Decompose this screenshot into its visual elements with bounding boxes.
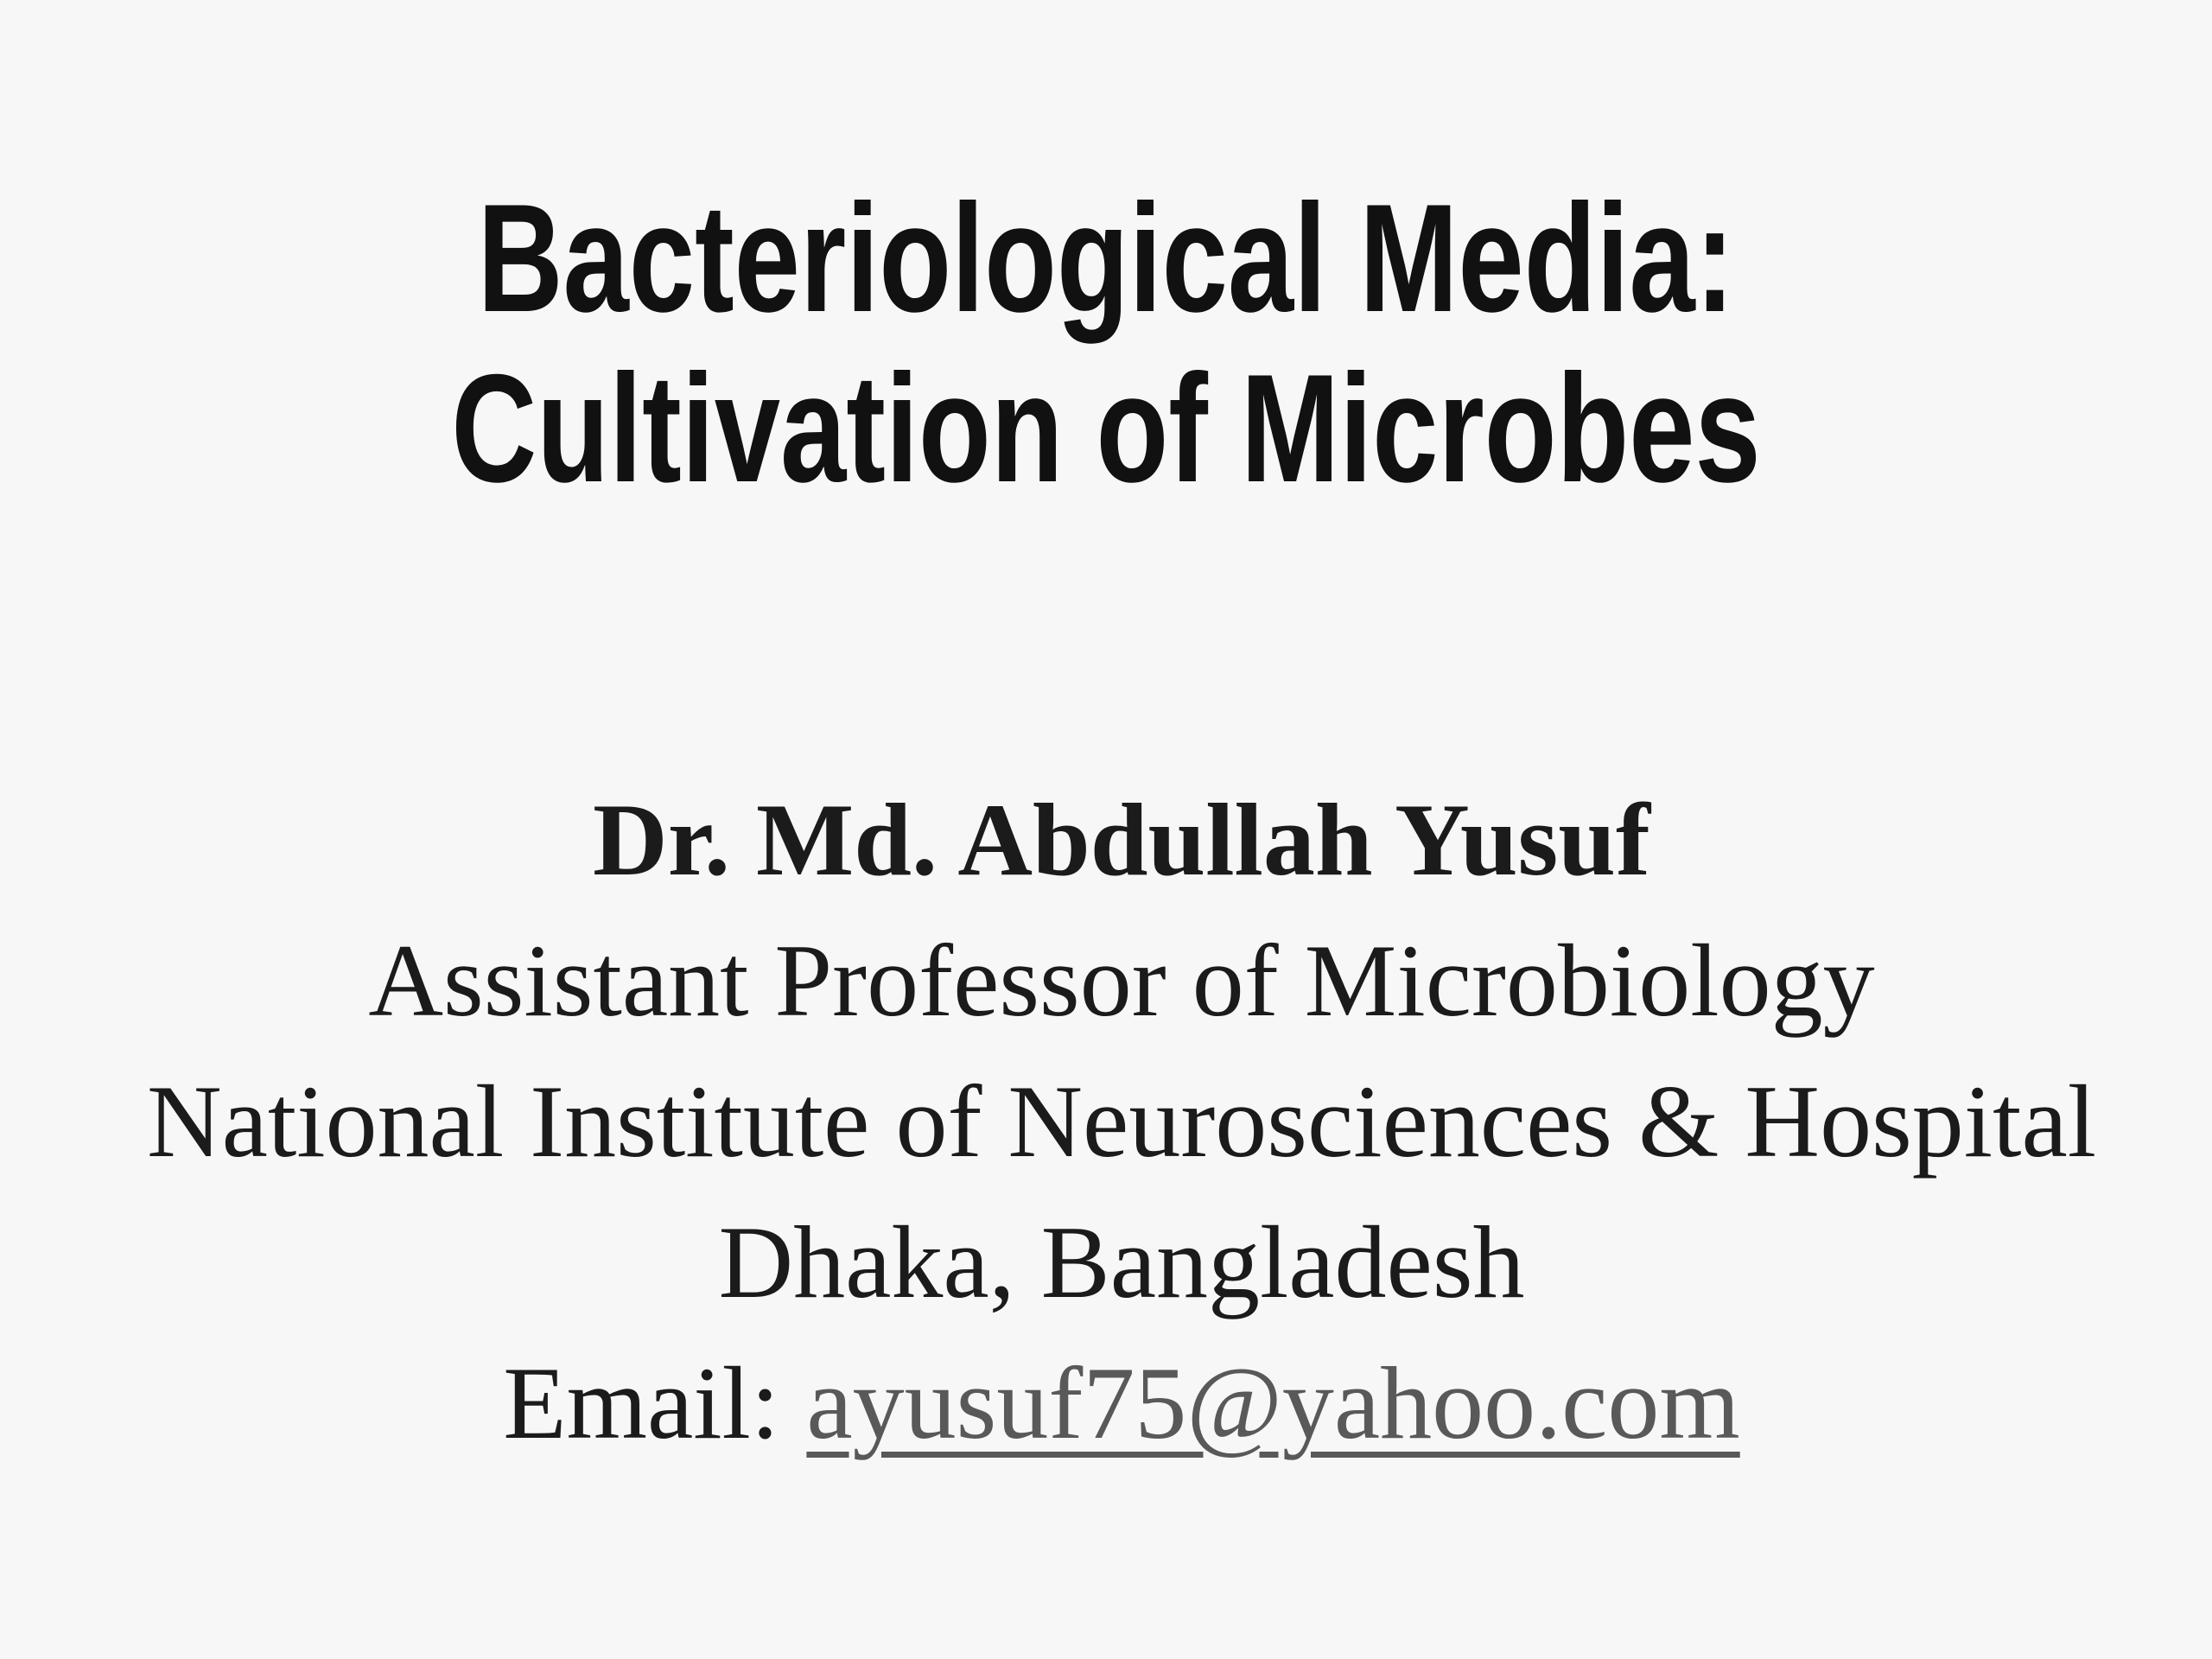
author-name: Dr. Md. Abdullah Yusuf xyxy=(593,782,1650,897)
slide-title-line1: Bacteriological Media: xyxy=(477,172,1735,344)
slide-title-line2: Cultivation of Microbes xyxy=(451,342,1761,514)
email-link[interactable]: ayusuf75@yahoo.com xyxy=(806,1345,1740,1460)
email-label: Email: xyxy=(503,1345,780,1460)
email-line xyxy=(31,1332,2212,1473)
author-block xyxy=(0,769,2212,1473)
slide-title xyxy=(254,173,1957,513)
author-location: Dhaka, Bangladesh xyxy=(718,1205,1525,1319)
author-institution: National Institute of Neurosciences & Hospital xyxy=(146,1064,2097,1179)
author-role: Assistant Professor of Microbiology xyxy=(368,923,1875,1038)
